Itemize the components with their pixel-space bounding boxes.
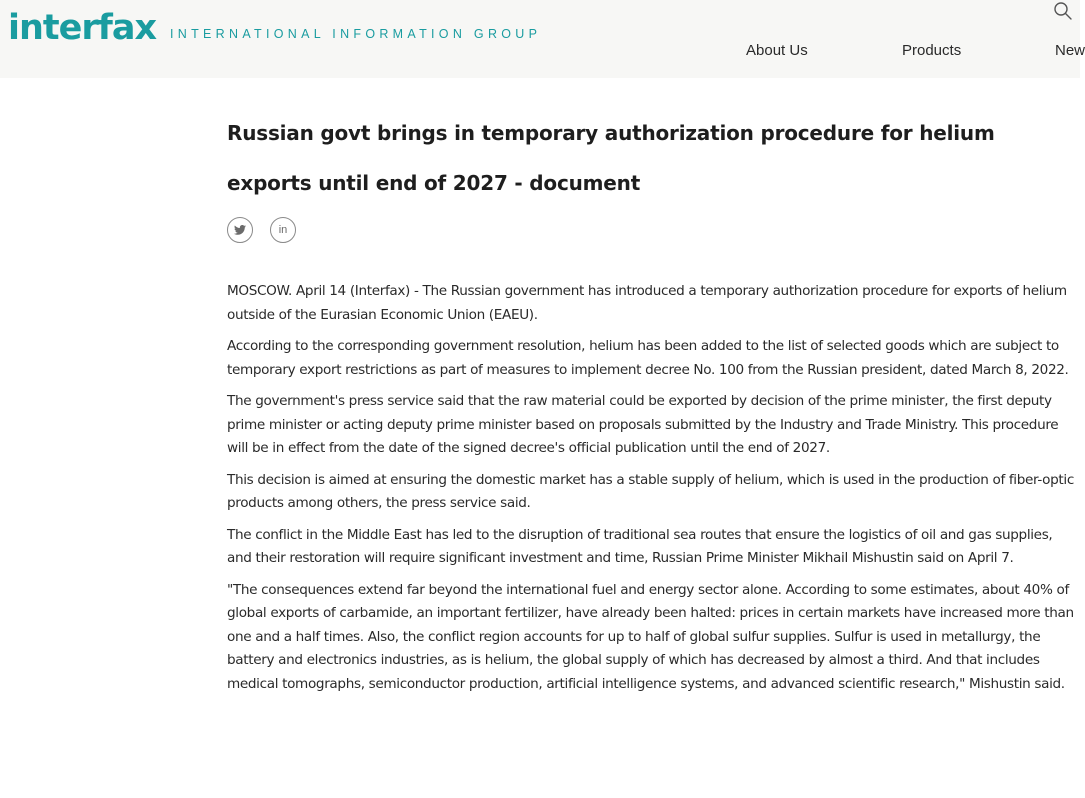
site-header: [0, 0, 1085, 78]
search-icon: [1052, 7, 1074, 26]
linkedin-icon: in: [278, 223, 288, 236]
paragraph-quote: "The consequences extend far beyond the international fuel and energy sector alone. According to some estimates, about 40% of global exports of carbamide, an important fertilizer, have already been halted: prices in certain markets have increased more than one and a half times. Also, the conflict region accounts for up to half of global sulfur supplies. Sulfur is used in metallurgy, the battery and electronics industries, as is helium, the global supply of which has decreased by almost a third. And that includes medical tomographs, semiconductor production, artificial intelligence systems, and advanced scientific research," Mishustin said.: [227, 581, 1074, 692]
paragraph-dateline: MOSCOW. April 14 (Interfax) - The Russian government has introduced a temporary authorization procedure for exports of helium outside of the Eurasian Economic Union (EAEU).: [227, 283, 1067, 323]
paragraph: The conflict in the Middle East has led to the disruption of traditional sea routes that ensure the logistics of oil and gas supplies, and their restoration will require significant investment and time, Russian Prime Minister Mikhail Mishustin said on April 7.: [227, 526, 1053, 566]
nav-news[interactable]: New: [1055, 42, 1085, 59]
twitter-share-button[interactable]: [227, 217, 253, 243]
linkedin-share-button[interactable]: [270, 217, 296, 243]
twitter-icon: [234, 225, 246, 235]
article-header: [227, 108, 1077, 208]
paragraph: This decision is aimed at ensuring the domestic market has a stable supply of helium, which is used in the production of fiber-optic products among others, the press service said.: [227, 471, 1074, 511]
paragraph: The government's press service said that the raw material could be exported by decision of the prime minister, the first deputy prime minister or acting deputy prime minister based on proposals submitted by the Industry and Trade Ministry. This procedure will be in effect from the date of the signed decree's official publication until the end of 2027.: [227, 393, 1059, 456]
search-button[interactable]: [1052, 0, 1074, 22]
nav-about-us[interactable]: About Us: [746, 42, 808, 59]
nav-products[interactable]: Products: [902, 42, 962, 59]
article-body: [227, 280, 1079, 704]
interfax-logo[interactable]: interfax: [8, 8, 157, 48]
article-title: Russian govt brings in temporary authorization procedure for helium exports until end of 2027 - document: [227, 121, 995, 195]
paragraph: According to the corresponding government resolution, helium has been added to the list of selected goods which are subject to temporary export restrictions as part of measures to implement decree No. 100 from the Russian president, dated March 8, 2022.: [227, 338, 1069, 378]
logo-tagline: INTERNATIONAL INFORMATION GROUP: [170, 27, 542, 41]
